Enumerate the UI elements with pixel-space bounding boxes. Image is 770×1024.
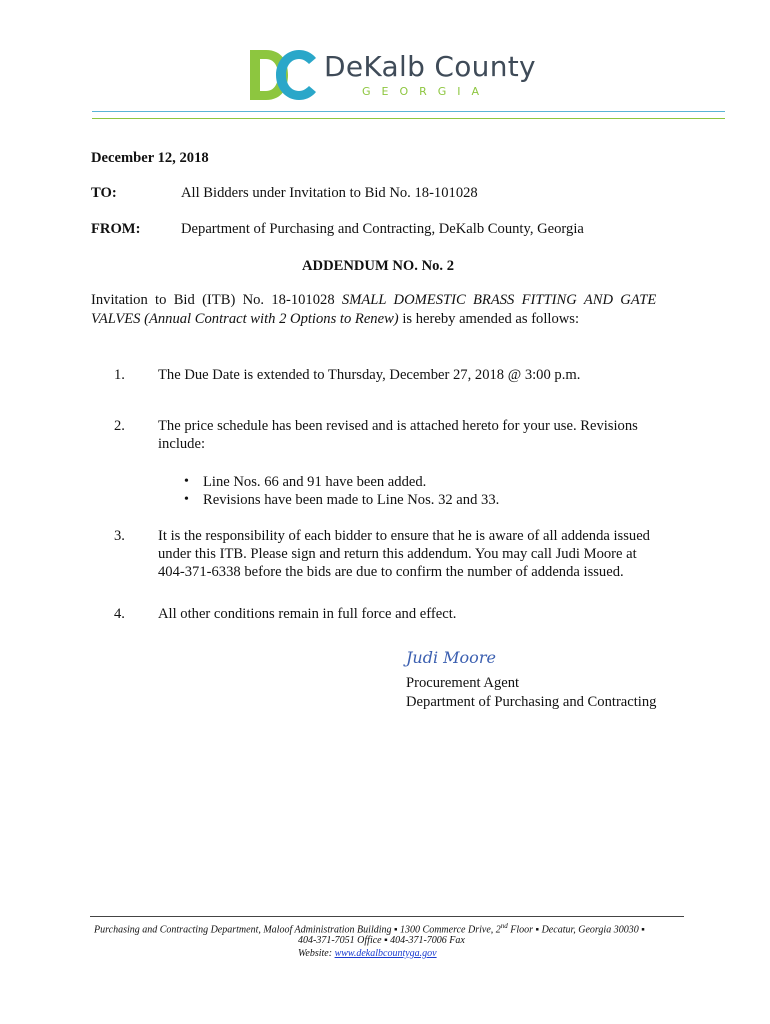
signature-department: Department of Purchasing and Contracting xyxy=(406,694,657,710)
from-value: Department of Purchasing and Contracting, DeKalb County, Georgia xyxy=(181,221,584,237)
brand-name: DeKalb County xyxy=(324,50,536,83)
dekalb-logo-mark-icon xyxy=(248,48,320,102)
brand-state: GEORGIA xyxy=(362,85,491,98)
item-2-line-1: The price schedule has been revised and is attached hereto for your use. Revisions xyxy=(158,418,638,434)
footer-address-pre: Purchasing and Contracting Department, Maloof Administration Building ▪ 1300 Commerce Drive, 2 xyxy=(94,924,501,936)
intro-line-2-plain: is hereby amended as follows: xyxy=(402,311,580,327)
bullet-2-text: Revisions have been made to Line Nos. 32 and 33. xyxy=(203,492,500,508)
intro-line-1 xyxy=(91,291,656,309)
intro-line-2 xyxy=(91,310,579,328)
from-label: FROM: xyxy=(91,221,141,237)
footer-website-label: Website: xyxy=(298,948,333,959)
item-2-number: 2. xyxy=(114,418,125,434)
signature-image: Judi Moore xyxy=(406,648,496,667)
item-4-number: 4. xyxy=(114,606,125,622)
item-2-line-2: include: xyxy=(158,436,206,452)
memo-date: December 12, 2018 xyxy=(91,150,209,166)
footer-address-post: Floor ▪ Decatur, Georgia 30030 ▪ xyxy=(507,924,645,936)
header-rule-green xyxy=(92,118,725,119)
footer-phone: 404-371-7051 Office ▪ 404-371-7006 Fax xyxy=(298,935,465,946)
footer-website xyxy=(298,948,437,959)
intro-line-1-italic: SMALL DOMESTIC BRASS FITTING AND GATE xyxy=(341,292,657,308)
item-3-number: 3. xyxy=(114,528,125,544)
bullet-1-text: Line Nos. 66 and 91 have been added. xyxy=(203,474,427,490)
footer-address-sup: nd xyxy=(500,922,508,930)
footer-address xyxy=(94,922,645,935)
bullet-2-dot: • xyxy=(184,492,189,507)
item-1-line-1: The Due Date is extended to Thursday, December 27, 2018 @ 3:00 p.m. xyxy=(158,367,581,383)
item-4-line-1: All other conditions remain in full force and effect. xyxy=(158,606,457,622)
to-label: TO: xyxy=(91,185,117,201)
addendum-heading: ADDENDUM NO. No. 2 xyxy=(302,258,455,274)
footer-rule xyxy=(90,916,684,917)
item-3-line-3: 404-371-6338 before the bids are due to confirm the number of addenda issued. xyxy=(158,564,624,580)
signature-title: Procurement Agent xyxy=(406,675,520,691)
intro-line-1-plain: Invitation to Bid (ITB) No. 18-101028 xyxy=(91,292,335,308)
to-value: All Bidders under Invitation to Bid No. 18-101028 xyxy=(181,185,478,201)
item-3-line-2: under this ITB. Please sign and return this addendum. You may call Judi Moore at xyxy=(158,546,637,562)
website-link[interactable]: www.dekalbcountyga.gov xyxy=(334,948,437,959)
item-1-number: 1. xyxy=(114,367,125,383)
item-3-line-1: It is the responsibility of each bidder to ensure that he is aware of all addenda issued xyxy=(158,528,650,544)
header-rule-blue xyxy=(92,111,725,112)
intro-line-2-italic: VALVES (Annual Contract with 2 Options to Renew) xyxy=(91,311,399,327)
bullet-1-dot: • xyxy=(184,474,189,489)
